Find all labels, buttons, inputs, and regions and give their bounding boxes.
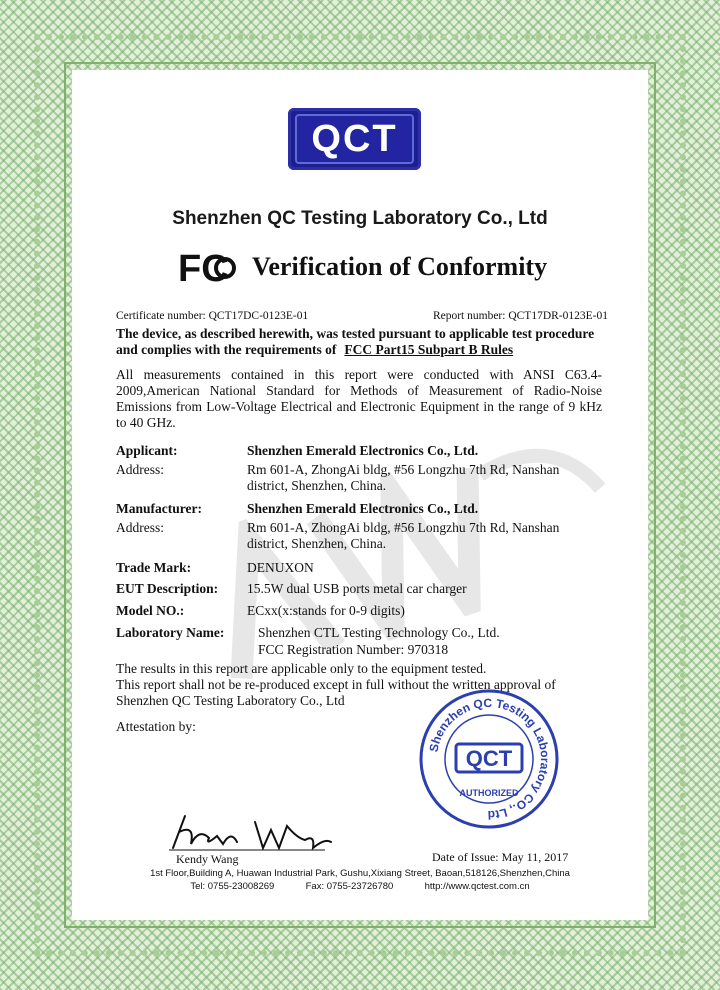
laboratory-value: Shenzhen CTL Testing Technology Co., Ltd.	[258, 625, 500, 640]
applicant-label: Applicant:	[116, 443, 178, 458]
eut-label: EUT Description:	[116, 581, 219, 596]
model-value: ECxx(x:stands for 0-9 digits)	[247, 603, 405, 618]
compliance-statement	[116, 326, 606, 358]
trade-mark-value: DENUXON	[247, 560, 314, 575]
note-line-1: The results in this report are applicable only to the equipment tested.	[116, 661, 487, 676]
seal-center-text: QCT	[465, 746, 513, 771]
footer-contact	[0, 881, 720, 892]
model-label: Model NO.:	[116, 603, 185, 618]
applicant-address-line-2: district, Shenzhen, China.	[247, 478, 387, 493]
seal-bottom-text: AUTHORIZED	[459, 788, 519, 798]
footer-website: http://www.qctest.com.cn	[424, 881, 530, 892]
applicant-address-label: Address:	[116, 462, 164, 477]
footer-tel: Tel: 0755-23008269	[190, 881, 275, 892]
qct-logo	[288, 108, 421, 170]
certificate-number: Certificate number: QCT17DC-0123E-01	[116, 310, 309, 322]
report-number: Report number: QCT17DR-0123E-01	[432, 310, 608, 322]
authorized-seal	[418, 688, 560, 830]
note-line-2: This report shall not be re-produced except in full without the written approval of	[116, 677, 556, 692]
footer-address: 1st Floor,Building A, Huawan Industrial Park, Gushu,Xixiang Street, Baoan,518126,Shenzhen,China	[150, 868, 570, 879]
statement-line-1: The device, as described herewith, was tested pursuant to applicable test procedure	[116, 326, 595, 341]
manufacturer-address-line-2: district, Shenzhen, China.	[247, 536, 387, 551]
page-title: Verification of Conformity	[252, 252, 548, 281]
applicant-address-line-1: Rm 601-A, ZhongAi bldg, #56 Longzhu 7th Rd, Nanshan	[247, 462, 560, 477]
manufacturer-address-line-1: Rm 601-A, ZhongAi bldg, #56 Longzhu 7th Rd, Nanshan	[247, 520, 560, 535]
fcc-registration: FCC Registration Number: 970318	[258, 642, 449, 657]
trade-mark-label: Trade Mark:	[116, 560, 192, 575]
qct-logo-text: QCT	[311, 118, 398, 160]
fcc-rules: FCC Part15 Subpart B Rules	[344, 342, 514, 357]
attestation-label: Attestation by:	[116, 719, 196, 734]
issue-date: Date of Issue: May 11, 2017	[432, 850, 569, 864]
manufacturer-label: Manufacturer:	[116, 501, 202, 516]
note-line-3: Shenzhen QC Testing Laboratory Co., Ltd	[116, 693, 345, 708]
statement-line-2: and complies with the requirements of	[116, 342, 337, 357]
fcc-logo-icon	[178, 248, 238, 286]
footer-fax: Fax: 0755-23726780	[305, 881, 394, 892]
manufacturer-address-label: Address:	[116, 520, 164, 535]
laboratory-label: Laboratory Name:	[116, 625, 225, 640]
eut-value: 15.5W dual USB ports metal car charger	[247, 581, 467, 596]
fcc-logo-text: FC	[178, 248, 229, 286]
applicant-value: Shenzhen Emerald Electronics Co., Ltd.	[247, 443, 479, 458]
signer-name: Kendy Wang	[176, 852, 239, 866]
seal-ring-text: Shenzhen QC Testing Laboratory CO., Ltd	[426, 695, 553, 823]
lab-name-heading: Shenzhen QC Testing Laboratory Co., Ltd	[172, 208, 548, 229]
manufacturer-value: Shenzhen Emerald Electronics Co., Ltd.	[247, 501, 479, 516]
measurement-paragraph: All measurements contained in this report were conducted with ANSI C63.4-2009,American National Standard for Methods of Measurement of Radio-Noise Emissions from Low-Voltage Electrical and Electronic Equipment in the range of 9 kHz to 40 GHz.	[116, 367, 602, 430]
signature-graphic	[165, 808, 335, 854]
